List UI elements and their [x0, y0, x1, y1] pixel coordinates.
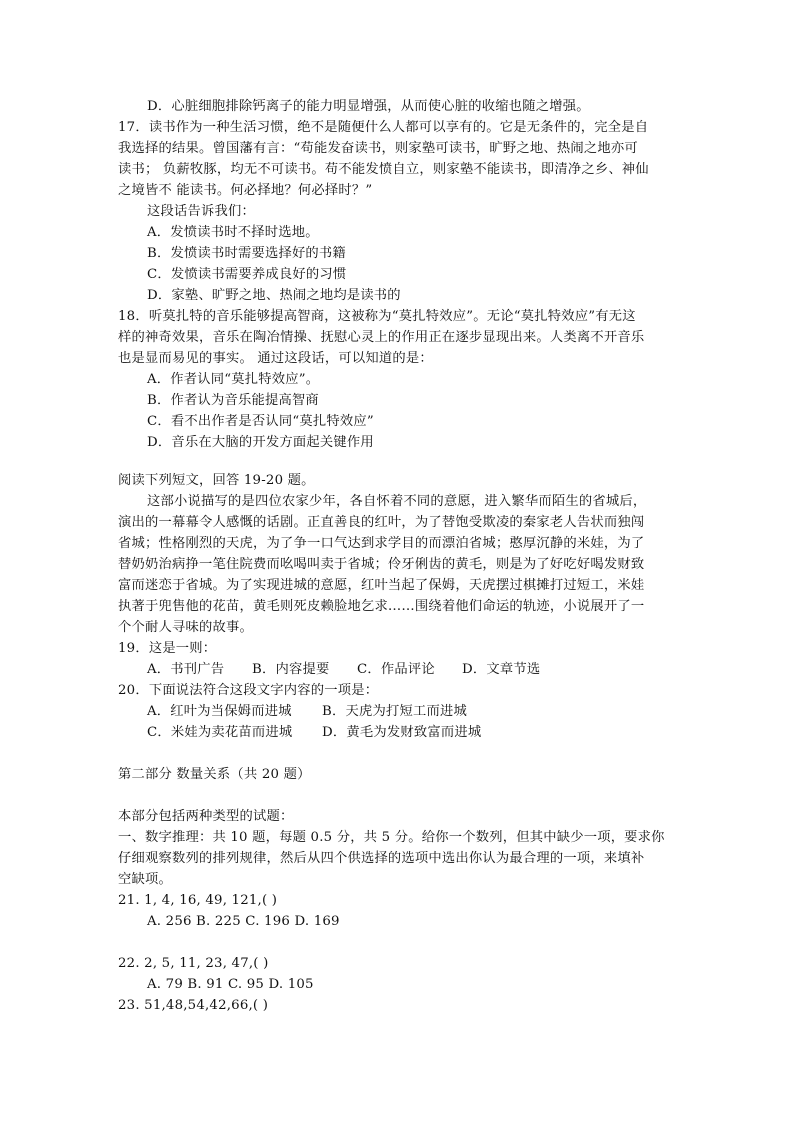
q17-option-b: B．发愤读书时需要选择好的书籍 — [147, 246, 346, 261]
passage-line: 省城；性格刚烈的天虎，为了争一口气达到求学目的而漂泊省城；憨厚沉静的米娃，为了 — [118, 536, 645, 551]
q17-prompt: 这段话告诉我们： — [147, 204, 255, 219]
q20-option-c: C．米娃为卖花苗而进城 — [147, 725, 293, 740]
q17-option-c: C．发愤读书需要养成良好的习惯 — [147, 267, 347, 282]
q19-option-c: C．作品评论 — [357, 662, 435, 677]
q18-stem-line: 样的神奇效果，音乐在陶冶情操、抚慰心灵上的作用正在逐步显现出来。人类离不开音乐 — [118, 330, 645, 345]
q18-stem-line: 也是显而易见的事实。 通过这段话，可以知道的是： — [118, 351, 433, 366]
q21-options: A. 256 B. 225 C. 196 D. 169 — [147, 914, 340, 929]
q19-option-b: B．内容提要 — [252, 662, 330, 677]
section1-line: 仔细观察数列的排列规律，然后从四个供选择的选项中选出你认为最合理的一项，来填补 — [118, 851, 645, 866]
q18-option-b: B．作者认为音乐能提高智商 — [147, 393, 319, 408]
q20-options-row — [147, 722, 707, 743]
part2-intro: 本部分包括两种类型的试题： — [118, 809, 294, 824]
section1-line: 空缺项。 — [118, 872, 172, 887]
q18-option-c: C．看不出作者是否认同“莫扎特效应” — [147, 414, 374, 429]
q23-stem: 23. 51,48,54,42,66,( ) — [118, 998, 269, 1013]
q18-option-a: A．作者认同“莫扎特效应”。 — [147, 372, 320, 387]
passage-line: 替奶奶治病挣一笔住院费而吆喝叫卖于省城；伶牙俐齿的黄毛，则是为了好吃好喝发财致 — [118, 557, 645, 572]
q17-stem-line: 读书； 负薪牧豚，均无不可读书。苟不能发愤自立，则家塾不能读书，即清净之乡、神仙 — [118, 162, 649, 177]
passage-line: 个个耐人寻味的故事。 — [118, 620, 253, 635]
q22-options: A. 79 B. 91 C. 95 D. 105 — [147, 977, 314, 992]
section1-line: 一、数字推理：共 10 题，每题 0.5 分，共 5 分。给你一个数列，但其中缺少一项，要求你 — [118, 830, 665, 845]
q16-option-d: D．心脏细胞排除钙离子的能力明显增强，从而使心脏的收缩也随之增强。 — [147, 99, 590, 114]
q17-option-a: A．发愤读书时不择时选地。 — [147, 225, 319, 240]
q17-stem-line: 之境皆不 能读书。何必择地？何必择时？” — [118, 183, 373, 198]
q19-option-a: A．书刊广告 — [147, 662, 225, 677]
q18-stem-line: 18．听莫扎特的音乐能够提高智商，这被称为“莫扎特效应”。无论“莫扎特效应”有无这 — [118, 309, 636, 324]
q17-stem-line: 我选择的结果。曾国藩有言：“苟能发奋读书，则家塾可读书，旷野之地、热闹之地亦可 — [118, 141, 638, 156]
q21-stem: 21. 1, 4, 16, 49, 121,( ) — [118, 893, 278, 908]
q20-options-row — [147, 701, 707, 722]
q19-options — [147, 659, 707, 680]
q19-stem: 19．这是一则： — [118, 641, 217, 656]
q20-option-a: A．红叶为当保姆而进城 — [147, 704, 292, 719]
part2-title: 第二部分 数量关系（共 20 题） — [118, 767, 311, 782]
reading-intro: 阅读下列短文，回答 19-20 题。 — [118, 473, 315, 488]
q17-stem-line: 17．读书作为一种生活习惯，绝不是随便什么人都可以享有的。它是无条件的，完全是自 — [118, 120, 649, 135]
q20-option-b: B．天虎为打短工而进城 — [322, 704, 467, 719]
q19-option-d: D．文章节选 — [462, 662, 541, 677]
passage-line: 演出的一幕幕令人感慨的话剧。正直善良的红叶，为了替饱受欺凌的秦家老人告状而独闯 — [118, 515, 645, 530]
passage-line: 富而迷恋于省城。为了实现进城的意愿，红叶当起了保姆，天虎摆过棋摊打过短工，米娃 — [118, 578, 645, 593]
passage-line: 执著于兜售他的花苗，黄毛则死皮赖脸地乞求……围绕着他们命运的轨迹，小说展开了一 — [118, 599, 645, 614]
q17-option-d: D．家塾、旷野之地、热闹之地均是读书的 — [147, 288, 401, 303]
passage-line: 这部小说描写的是四位农家少年，各自怀着不同的意愿，进入繁华而陌生的省城后， — [147, 494, 647, 509]
q18-option-d: D．音乐在大脑的开发方面起关键作用 — [147, 435, 374, 450]
q20-stem: 20．下面说法符合这段文字内容的一项是： — [118, 683, 379, 698]
q22-stem: 22. 2, 5, 11, 23, 47,( ) — [118, 956, 269, 971]
q20-option-d: D．黄毛为发财致富而进城 — [322, 725, 482, 740]
